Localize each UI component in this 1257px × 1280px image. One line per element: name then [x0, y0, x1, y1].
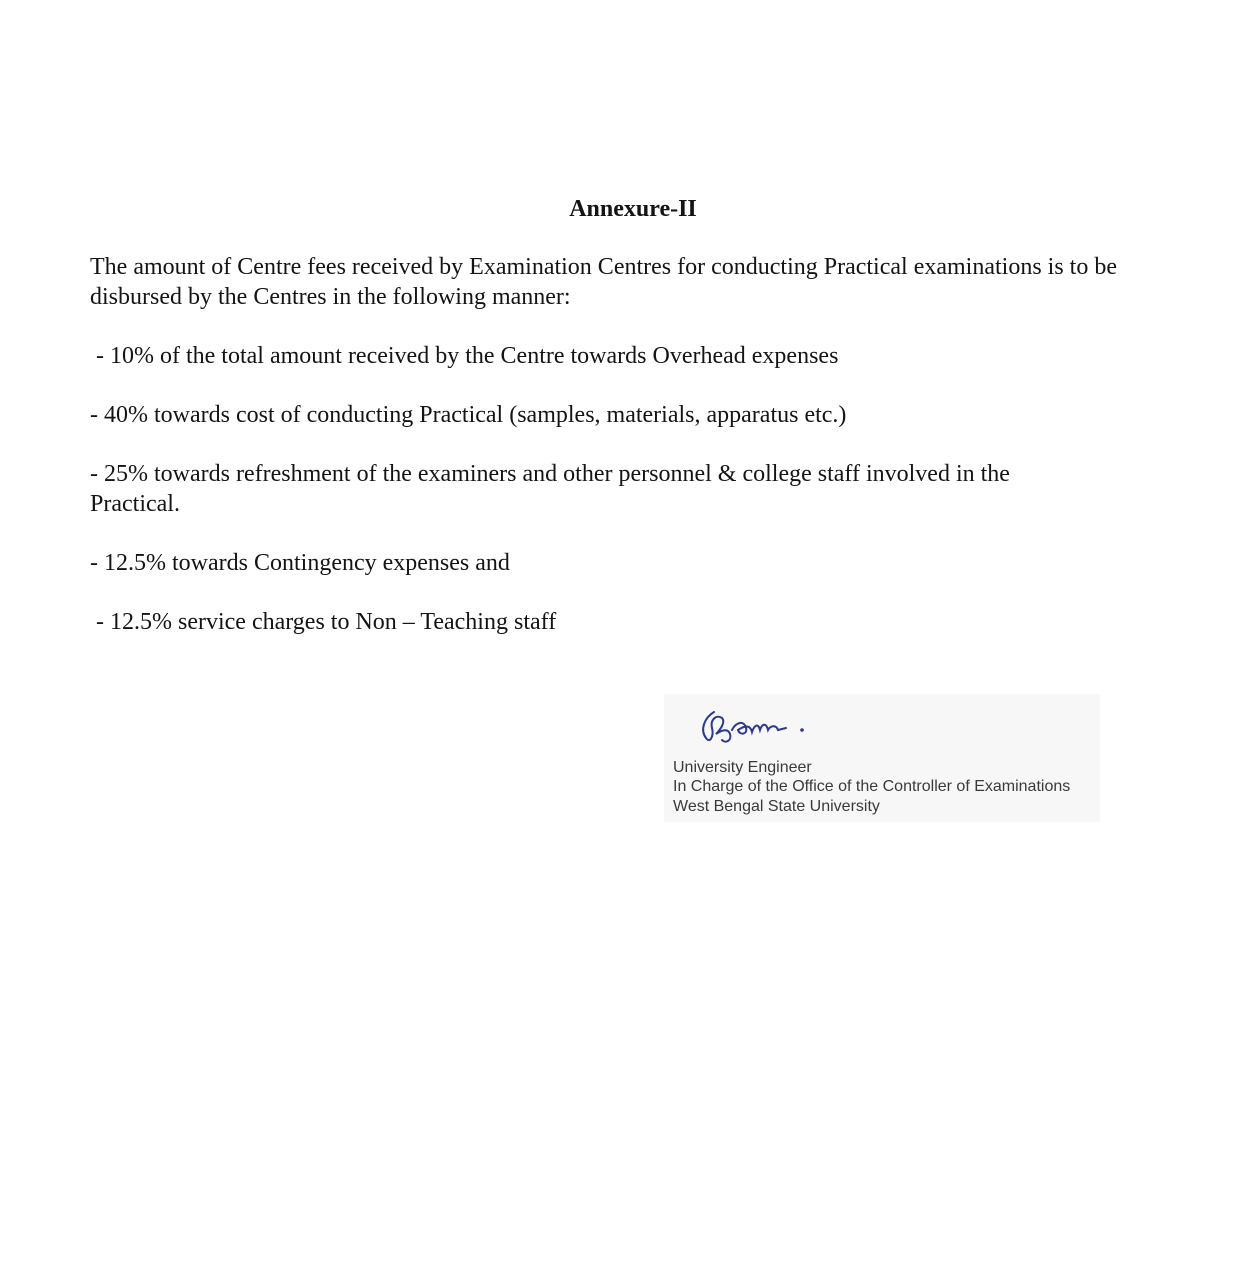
- signature-block: [664, 694, 1100, 822]
- disbursement-item-practical-cost: - 40% towards cost of conducting Practical (samples, materials, apparatus etc.): [90, 402, 847, 428]
- disbursement-item-service-charges: - 12.5% service charges to Non – Teaching staff: [96, 609, 557, 635]
- disbursement-item-contingency: - 12.5% towards Contingency expenses and: [90, 550, 510, 576]
- signatory-office: In Charge of the Office of the Controller of Examinations: [673, 778, 1071, 795]
- disbursement-item-overhead: - 10% of the total amount received by the Centre towards Overhead expenses: [96, 343, 839, 369]
- handwritten-signature: [692, 700, 822, 760]
- annexure-title: Annexure-II: [569, 196, 697, 222]
- disbursement-item-refreshment: - 25% towards refreshment of the examiners and other personnel & college staff involved in the Practical.: [90, 461, 1010, 517]
- intro-paragraph: The amount of Centre fees received by Examination Centres for conducting Practical examinations is to be disbursed by the Centres in the following manner:: [90, 254, 1117, 310]
- signatory-institution: West Bengal State University: [673, 798, 880, 815]
- signatory-designation: University Engineer: [673, 759, 812, 776]
